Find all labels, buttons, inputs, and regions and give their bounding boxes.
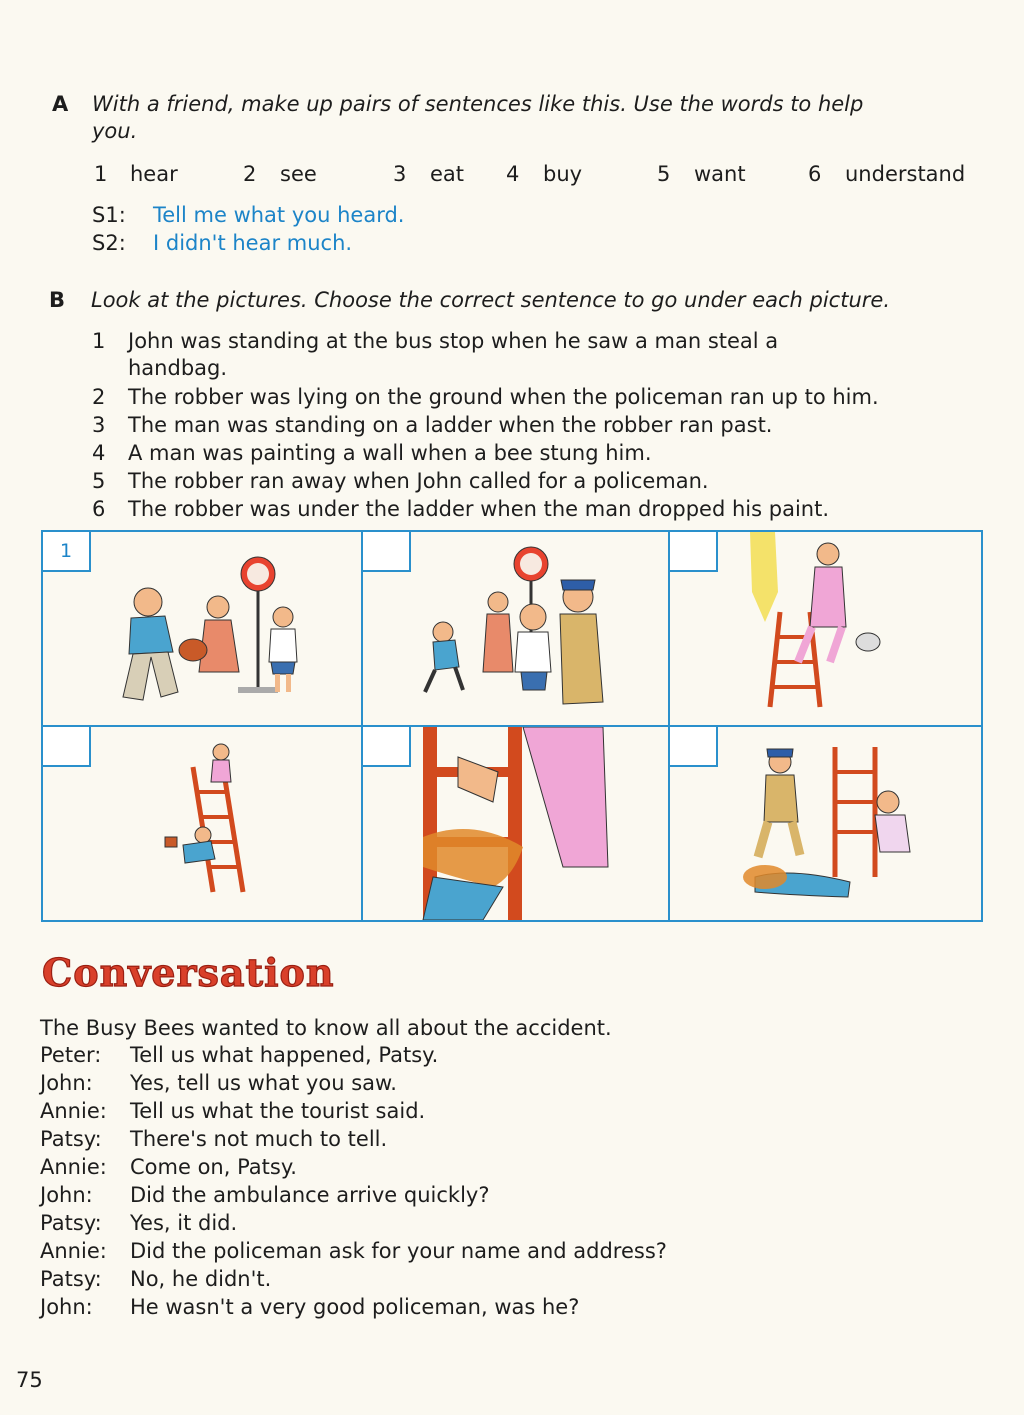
example-speaker-2: S2:	[92, 231, 126, 255]
word-num: 5	[657, 162, 671, 186]
sentence-text: The robber was lying on the ground when the policeman ran up to him.	[128, 385, 879, 409]
picture-label-box: 1	[43, 532, 91, 572]
dialogue-line	[40, 1295, 579, 1319]
picture-label-box	[363, 727, 411, 767]
sentence-num: 4	[92, 441, 106, 465]
sentence-num: 6	[92, 497, 106, 521]
dialogue-line	[40, 1043, 438, 1067]
word: want	[694, 162, 746, 186]
word: see	[280, 162, 317, 186]
picture-6	[670, 727, 981, 920]
dialogue-line	[40, 1239, 667, 1263]
sentence-text: John was standing at the bus stop when he saw a man steal a	[128, 329, 779, 353]
utterance: He wasn't a very good policeman, was he?	[130, 1295, 580, 1319]
word: hear	[130, 162, 178, 186]
utterance: Did the ambulance arrive quickly?	[130, 1183, 490, 1207]
page-number: 75	[16, 1368, 43, 1392]
sentence-num: 1	[92, 329, 106, 353]
sentence-num: 5	[92, 469, 106, 493]
utterance: Tell us what happened, Patsy.	[130, 1043, 439, 1067]
word-num: 1	[94, 162, 108, 186]
speaker: Annie:	[40, 1099, 107, 1123]
speaker: John:	[40, 1183, 93, 1207]
section-a-letter: A	[52, 92, 69, 116]
picture-1	[43, 532, 361, 725]
utterance: There's not much to tell.	[130, 1127, 388, 1151]
sentence-text: A man was painting a wall when a bee stung him.	[128, 441, 652, 465]
picture-4	[43, 727, 361, 920]
conversation-intro: The Busy Bees wanted to know all about the accident.	[40, 1016, 612, 1040]
utterance: Yes, tell us what you saw.	[130, 1071, 397, 1095]
conversation-title: Conversation	[42, 950, 335, 995]
picture-label-box	[670, 727, 718, 767]
picture-3	[670, 532, 981, 725]
word-num: 4	[506, 162, 520, 186]
dialogue-line	[40, 1211, 237, 1235]
picture-label-box	[670, 532, 718, 572]
word: buy	[543, 162, 583, 186]
speaker: John:	[40, 1295, 93, 1319]
speaker: Patsy:	[40, 1127, 102, 1151]
dialogue-line	[40, 1155, 297, 1179]
example-speaker-1: S1:	[92, 203, 126, 227]
picture-grid	[41, 530, 983, 922]
dialogue-line	[40, 1071, 397, 1095]
picture-2	[363, 532, 668, 725]
sentence-text: The man was standing on a ladder when the robber ran past.	[128, 413, 773, 437]
speaker: Annie:	[40, 1239, 107, 1263]
word: understand	[845, 162, 966, 186]
word: eat	[430, 162, 465, 186]
speaker: Patsy:	[40, 1211, 102, 1235]
section-a-instruction-line2: you.	[92, 119, 138, 143]
utterance: Come on, Patsy.	[130, 1155, 297, 1179]
picture-label-box	[43, 727, 91, 767]
speaker: Annie:	[40, 1155, 107, 1179]
speaker: Peter:	[40, 1043, 102, 1067]
word-num: 3	[393, 162, 407, 186]
sentence-text: The robber ran away when John called for a policeman.	[128, 469, 709, 493]
utterance: Tell us what the tourist said.	[130, 1099, 426, 1123]
dialogue-line	[40, 1183, 489, 1207]
utterance: Did the policeman ask for your name and address?	[130, 1239, 667, 1263]
section-b-instruction: Look at the pictures. Choose the correct sentence to go under each picture.	[91, 288, 890, 312]
utterance: No, he didn't.	[130, 1267, 272, 1291]
sentence-num: 2	[92, 385, 106, 409]
example-text-1: Tell me what you heard.	[153, 203, 405, 227]
dialogue-line	[40, 1127, 387, 1151]
section-a-instruction-line1: With a friend, make up pairs of sentences like this. Use the words to help	[92, 92, 864, 116]
sentence-num: 3	[92, 413, 106, 437]
word-num: 6	[808, 162, 822, 186]
speaker: Patsy:	[40, 1267, 102, 1291]
word-num: 2	[243, 162, 257, 186]
section-b-letter: B	[49, 288, 66, 312]
sentence-text-cont: handbag.	[128, 356, 228, 380]
picture-5	[363, 727, 668, 920]
dialogue-line	[40, 1099, 425, 1123]
sentence-text: The robber was under the ladder when the man dropped his paint.	[128, 497, 829, 521]
dialogue-line	[40, 1267, 271, 1291]
speaker: John:	[40, 1071, 93, 1095]
utterance: Yes, it did.	[130, 1211, 238, 1235]
example-text-2: I didn't hear much.	[153, 231, 353, 255]
picture-label-box	[363, 532, 411, 572]
